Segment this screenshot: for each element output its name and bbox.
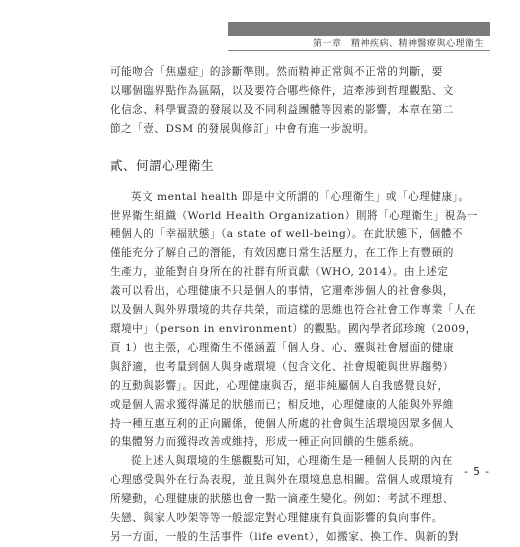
text-line: 僅能充分了解自己的潛能，有效因應日常生活壓力，在工作上有豐碩的 [110,247,454,260]
text-line: 心理感受與外在行為表現，並且與外在環境息息相關。當個人或環境有 [110,474,454,487]
text-line: 頁 1）也主張，心理衛生不僅涵蓋「個人身、心、靈與社會層面的健康 [110,341,454,354]
text-line: 可能吻合「焦慮症」的診斷準則。然而精神正常與不正常的判斷，要 [110,66,443,78]
body-paragraph-1 [110,188,488,453]
page-content [110,63,488,547]
text-line: 化信念、科學實證的發展以及不同利益團體等因素的影響，本章在第二 [110,103,454,116]
text-line: 種個人的「幸福狀態」（a state of well-being）。在此狀態下，個體不 [110,228,463,241]
text-line: 從上述人與環境的生態觀點可知，心理衛生是一種個人長期的內在 [131,455,453,468]
text-line: 以及個人與外界環境的共存共榮，而這樣的思維也符合社會工作專業「人在 [110,304,477,317]
section-heading: 貳、何謂心理衛生 [110,157,215,173]
text-line: 持一種互惠互利的正向關係，使個人所處的社會與生活環境因眾多個人 [110,417,454,430]
text-line: 節之「壹、DSM 的發展與修訂」中會有進一步說明。 [110,122,375,135]
text-line: 環境中」（person in environment）的觀點。國內學者邱珍琬（2009， [110,322,477,335]
text-line: 以哪個臨界點作為區隔，以及要符合哪些條件，這牽涉到哲理觀點、文 [110,84,454,97]
header-band [228,22,490,36]
running-header: 第一章 精神疾病、精神醫療與心理衛生 [312,39,484,49]
page-number: - 5 - [464,466,490,478]
text-line: 生產力，並能對自身所在的社群有所貢獻（WHO, 2014）。由上述定 [110,266,449,279]
intro-paragraph [110,63,488,139]
text-line: 的互動與影響」。因此，心理健康與否，絕非純屬個人自我感覺良好， [110,379,449,392]
text-line: 所變動，心理健康的狀態也會一點一滴產生變化。例如：考試不理想、 [110,493,454,506]
text-line: 另一方面，一般的生活事件（life event），如搬家、換工作、與新的對 [110,530,460,543]
text-line: 與舒適，也考量到個人與身處環境（包含文化、社會規範與世界趨勢） [110,360,454,373]
text-line: 英文 mental health 即是中文所謂的「心理衛生」或「心理健康」。 [131,190,470,203]
text-line: 或是個人需求獲得滿足的狀態而已；相反地，心理健康的人能與外界維 [110,398,454,411]
text-line: 世界衛生組織（World Health Organization）則將「心理衛生」視為一 [110,209,478,222]
text-line: 義可以看出，心理健康不只是個人的事情，它還牽涉個人的社會參與， [110,285,454,298]
text-line: 的集體努力而獲得改善或維持，形成一種正向回饋的生態系統。 [110,436,421,449]
text-line: 失戀、與家人吵架等等一般認定對心理健康有負面影響的負向事件。 [110,512,443,525]
header-rule [228,50,490,51]
